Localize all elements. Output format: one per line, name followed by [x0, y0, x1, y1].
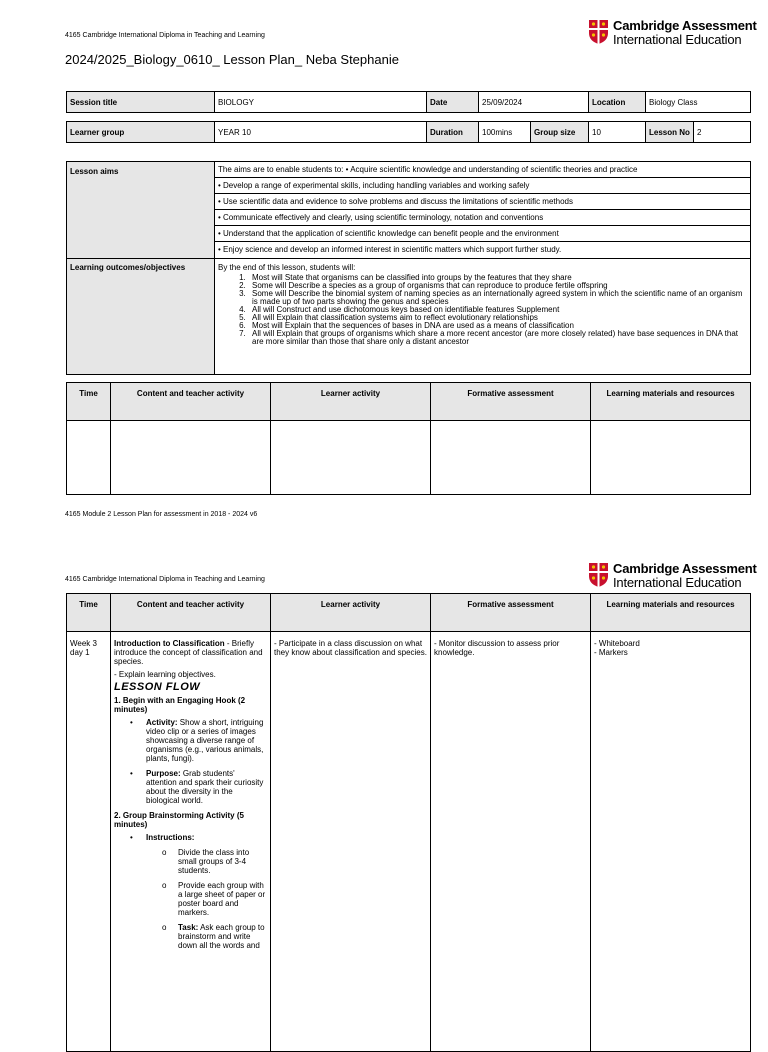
step1-list — [114, 718, 267, 805]
lesson-no-label: Lesson No — [646, 122, 694, 143]
content-cell — [111, 632, 271, 1052]
aim-item: • Communicate effectively and clearly, using scientific terminology, notation and conventions — [215, 210, 750, 226]
location-value: Biology Class — [646, 92, 751, 113]
location-label: Location — [589, 92, 646, 113]
outcome-item: 7. All will Explain that groups of organisms which share a more recent ancestor (are more closely related) have base sequences in DNA that are more similar than those that share only a distant ancestor — [248, 330, 747, 346]
outcome-item: 4. All will Construct and use dichotomous keys based on identifiable features Supplement — [248, 306, 747, 314]
activity-table-page1 — [66, 382, 751, 495]
column-header-learner: Learner activity — [271, 383, 431, 421]
lesson-aims-cell — [215, 162, 751, 259]
learner-group-label: Learner group — [67, 122, 215, 143]
column-header-learner: Learner activity — [271, 594, 431, 632]
lesson-flow-heading: LESSON FLOW — [114, 681, 201, 693]
column-header-formative: Formative assessment — [431, 594, 591, 632]
outcomes-label: Learning outcomes/objectives — [67, 259, 215, 375]
step2-list — [114, 833, 267, 950]
session-table — [66, 91, 751, 113]
column-header-time: Time — [67, 383, 111, 421]
empty-cell — [431, 421, 591, 495]
aim-item: • Use scientific data and evidence to solve problems and discuss the limitations of scientific methods — [215, 194, 750, 210]
outcome-item: 1. Most will State that organisms can be classified into groups by the features that they share — [248, 274, 747, 282]
cambridge-logo — [589, 18, 757, 48]
formative-cell: - Monitor discussion to assess prior knowledge. — [431, 632, 591, 1052]
column-header-time: Time — [67, 594, 111, 632]
session-title-value: BIOLOGY — [215, 92, 427, 113]
intro-heading: Introduction to Classification — [114, 639, 225, 648]
purpose-text: Grab students' attention and spark their curiosity about the diversity in the biological world. — [146, 769, 264, 805]
shield-icon — [589, 563, 608, 587]
task-text: Ask each group to brainstorm and write down all the words and — [178, 923, 265, 950]
activity-label: Activity: — [146, 718, 178, 727]
outcomes-list — [218, 274, 747, 346]
outcomes-cell — [215, 259, 751, 375]
cambridge-logo — [589, 561, 757, 591]
empty-cell — [271, 421, 431, 495]
aim-item: The aims are to enable students to: • Acquire scientific knowledge and understanding of scientific theories and practice — [215, 162, 750, 178]
column-header-resources: Learning materials and resources — [591, 594, 751, 632]
sub-list-item: o Divide the class into small groups of 3-4 students. — [178, 848, 267, 875]
learner-activity-cell: - Participate in a class discussion on what they know about classification and species. — [271, 632, 431, 1052]
purpose-label: Purpose: — [146, 769, 181, 778]
outcome-item: 3. Some will Describe the binomial system of naming species as an internationally agreed system in which the scientific name of an organism is made up of two parts showing the genus and species — [248, 290, 747, 306]
logo-line2: International Education — [613, 575, 742, 590]
empty-cell — [67, 421, 111, 495]
outcome-item: 2. Some will Describe a species as a group of organisms that can reproduce to produce fertile offspring — [248, 282, 747, 290]
date-value: 25/09/2024 — [479, 92, 589, 113]
shield-icon — [589, 20, 608, 44]
activity-table-page2 — [66, 593, 751, 1052]
step2-heading: 2. Group Brainstorming Activity (5 minutes) — [114, 811, 244, 829]
outcome-item: 5. All will Explain that classification systems aim to reflect evolutionary relationships — [248, 314, 747, 322]
column-header-resources: Learning materials and resources — [591, 383, 751, 421]
group-size-value: 10 — [589, 122, 646, 143]
page-footer: 4165 Module 2 Lesson Plan for assessment in 2018 - 2024 v6 — [65, 511, 258, 518]
logo-line1: Cambridge Assessment — [613, 561, 757, 576]
resource-item: - Markers — [594, 648, 628, 657]
outcome-item: 6. Most will Explain that the sequences of bases in DNA are used as a means of classification — [248, 322, 747, 330]
activity-text: Show a short, intriguing video clip or a series of images showcasing a diverse range of organisms (e.g., various animals, plants, fungi). — [146, 718, 264, 763]
learner-group-value: YEAR 10 — [215, 122, 427, 143]
outcomes-intro: By the end of this lesson, students will: — [218, 263, 356, 272]
empty-cell — [591, 421, 751, 495]
document-header-text: 4165 Cambridge International Diploma in Teaching and Learning — [65, 32, 265, 39]
learner-group-table — [66, 121, 751, 143]
intro-text: - Briefly introduce the concept of classification and species. — [114, 639, 263, 666]
column-header-content: Content and teacher activity — [111, 383, 271, 421]
group-size-label: Group size — [531, 122, 589, 143]
lesson-aims-label: Lesson aims — [67, 162, 215, 259]
aim-item: • Enjoy science and develop an informed interest in scientific matters which support further study. — [218, 245, 562, 254]
time-cell: Week 3 day 1 — [67, 632, 111, 1052]
document-header-text: 4165 Cambridge International Diploma in Teaching and Learning — [65, 576, 265, 583]
session-title-label: Session title — [67, 92, 215, 113]
column-header-formative: Formative assessment — [431, 383, 591, 421]
empty-cell — [111, 421, 271, 495]
resources-cell — [591, 632, 751, 1052]
lesson-no-value: 2 — [694, 122, 751, 143]
aim-item: • Understand that the application of scientific knowledge can benefit people and the environment — [215, 226, 750, 242]
sub-list-item: o Provide each group with a large sheet of paper or poster board and markers. — [178, 881, 267, 917]
list-item — [146, 718, 267, 763]
sub-list-item — [178, 923, 267, 950]
step1-heading: 1. Begin with an Engaging Hook (2 minutes) — [114, 696, 246, 714]
duration-value: 100mins — [479, 122, 531, 143]
instructions-label: Instructions: — [146, 833, 195, 842]
aim-item: • Develop a range of experimental skills, including handling variables and working safely — [215, 178, 750, 194]
list-item — [146, 769, 267, 805]
duration-label: Duration — [427, 122, 479, 143]
column-header-content: Content and teacher activity — [111, 594, 271, 632]
resource-item: - Whiteboard — [594, 639, 640, 648]
date-label: Date — [427, 92, 479, 113]
aims-table — [66, 161, 751, 375]
document-title: 2024/2025_Biology_0610_ Lesson Plan_ Neba Stephanie — [65, 52, 399, 67]
logo-line2: International Education — [613, 32, 742, 47]
task-label: Task: — [178, 923, 199, 932]
explain-objectives: - Explain learning objectives. — [114, 670, 216, 679]
logo-line1: Cambridge Assessment — [613, 18, 757, 33]
instructions-sublist — [146, 848, 267, 950]
list-item — [146, 833, 267, 950]
